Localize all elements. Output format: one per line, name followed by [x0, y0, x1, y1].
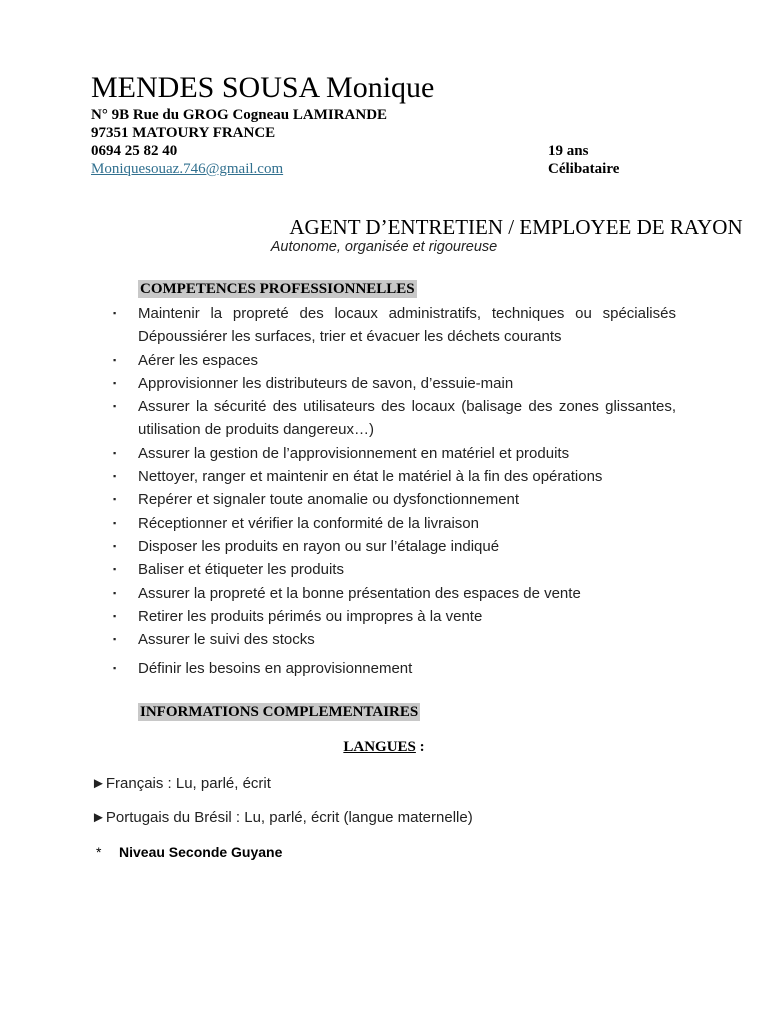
- list-item: ▪ Assurer la propreté et la bonne présentation des espaces de vente: [110, 582, 676, 605]
- langues-suffix: :: [415, 739, 425, 755]
- bullet-icon: ▪: [113, 494, 117, 505]
- list-item: ▪ Baliser et étiqueter les produits: [110, 558, 676, 581]
- list-item: utilisation de produits dangereux…): [138, 421, 374, 439]
- bullet-icon: ▪: [113, 610, 117, 621]
- list-item: ▪ Aérer les espaces: [110, 349, 676, 372]
- list-item: ▪ Disposer les produits en rayon ou sur l’étalage indiqué: [110, 535, 676, 558]
- candidate-name: MENDES SOUSA Monique: [91, 71, 435, 104]
- phone-number: 0694 25 82 40: [91, 143, 178, 159]
- language-portuguese: ►Portugais du Brésil : Lu, parlé, écrit (langue maternelle): [91, 809, 473, 826]
- list-item: ▪ Assurer la gestion de l’approvisionnement en matériel et produits: [110, 442, 676, 465]
- bullet-icon: ▪: [113, 517, 117, 528]
- list-item: ▪ Assurer le suivi des stocks: [110, 628, 676, 651]
- bullet-icon: ▪: [113, 377, 117, 388]
- list-item: ▪ Nettoyer, ranger et maintenir en état le matériel à la fin des opérations: [110, 465, 676, 488]
- address-line-2: 97351 MATOURY FRANCE: [91, 125, 276, 141]
- bullet-icon: ▪: [113, 308, 117, 318]
- marital-status: Célibataire: [548, 161, 620, 177]
- job-title: [0, 215, 768, 239]
- bullet-icon: ▪: [113, 354, 117, 365]
- star-bullet-icon: *: [96, 844, 102, 860]
- tagline: Autonome, organisée et rigoureuse: [270, 239, 498, 255]
- list-item: Dépoussiérer les surfaces, trier et évacuer les déchets courants: [138, 328, 562, 346]
- bullet-icon: ▪: [113, 663, 117, 674]
- address-line-1: N° 9B Rue du GROG Cogneau LAMIRANDE: [91, 107, 388, 123]
- language-french: ►Français : Lu, parlé, écrit: [91, 775, 271, 792]
- bullet-icon: ▪: [113, 564, 117, 575]
- informations-heading: INFORMATIONS COMPLEMENTAIRES: [140, 704, 419, 720]
- list-item: ▪ Assurer la sécurité des utilisateurs des locaux (balisage des zones glissantes,: [110, 395, 676, 418]
- bullet-icon: ▪: [113, 540, 117, 551]
- bullet-icon: ▪: [113, 634, 117, 645]
- bullet-icon: ▪: [113, 401, 117, 412]
- age: 19 ans: [548, 143, 589, 159]
- competences-heading: COMPETENCES PROFESSIONNELLES: [140, 281, 415, 297]
- bullet-icon: ▪: [113, 587, 117, 598]
- bullet-icon: ▪: [113, 471, 117, 482]
- bullet-icon: ▪: [113, 447, 117, 458]
- langues-label: LANGUES: [343, 739, 416, 755]
- email-link[interactable]: Moniquesouaz.746@gmail.com: [91, 161, 284, 177]
- education-level-text: Niveau Seconde Guyane: [119, 844, 283, 860]
- list-item: ▪ Maintenir la propreté des locaux administratifs, techniques ou spécialisés: [110, 302, 676, 325]
- list-item: ▪ Retirer les produits périmés ou impropres à la vente: [110, 605, 676, 628]
- list-item: ▪ Approvisionner les distributeurs de savon, d’essuie-main: [110, 372, 676, 395]
- langues-heading: [0, 738, 768, 756]
- list-item: ▪ Définir les besoins en approvisionnement: [110, 657, 676, 680]
- competences-list: [110, 302, 676, 681]
- education-level: [96, 843, 282, 861]
- list-item: ▪ Réceptionner et vérifier la conformité de la livraison: [110, 512, 676, 535]
- list-item: ▪ Repérer et signaler toute anomalie ou dysfonctionnement: [110, 488, 676, 511]
- job-title-text: AGENT D’ENTRETIEN / EMPLOYEE DE RAYON: [289, 215, 743, 239]
